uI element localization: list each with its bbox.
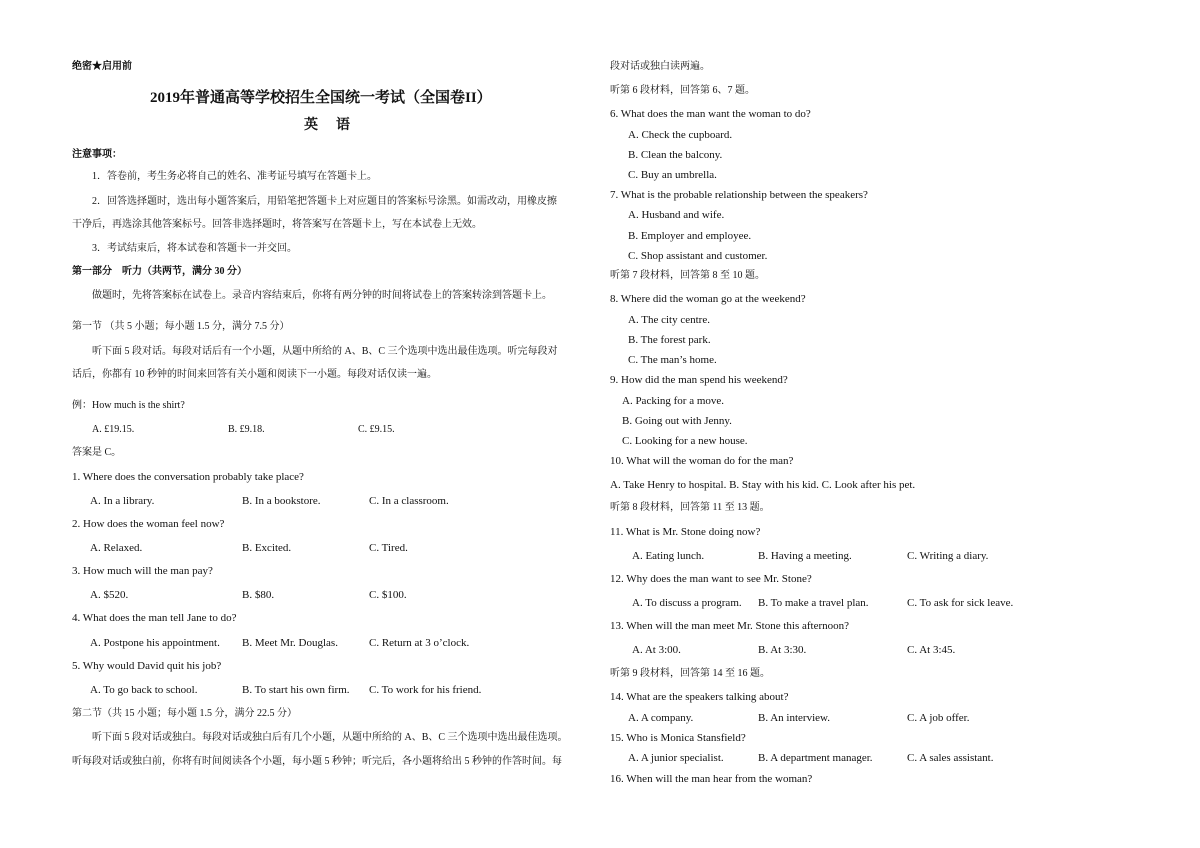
option-c: C. Buy an umbrella. <box>628 169 717 181</box>
option-a: A. At 3:00. <box>632 644 681 656</box>
subject-title: 英语 <box>304 118 368 133</box>
question-14: 14. What are the speakers talking about? <box>610 691 789 703</box>
option-a: A. $520. <box>90 589 129 601</box>
section1-heading: 第一节 （共 5 小题；每小题 1.5 分，满分 7.5 分） <box>72 321 290 332</box>
option-c: C. A job offer. <box>907 712 970 724</box>
material-label: 听第 7 段材料，回答第 8 至 10 题。 <box>610 270 765 281</box>
secret-label: 绝密★启用前 <box>72 61 132 72</box>
option-a: A. Check the cupboard. <box>628 129 733 141</box>
option-c: C. Shop assistant and customer. <box>628 250 768 262</box>
question-10-options: A. Take Henry to hospital. B. Stay with his kid. C. Look after his pet. <box>610 479 916 491</box>
option-a: A. The city centre. <box>628 314 710 326</box>
option-b: B. A department manager. <box>758 752 873 764</box>
part1-instruction: 做题时，先将答案标在试卷上。录音内容结束后，你将有两分钟的时间将试卷上的答案转涂到答题卡上。 <box>92 290 552 301</box>
option-b: B. Going out with Jenny. <box>622 415 732 427</box>
question-11: 11. What is Mr. Stone doing now? <box>610 526 761 538</box>
option-c: C. Looking for a new house. <box>622 435 748 447</box>
option-a: A. Eating lunch. <box>632 550 705 562</box>
question-8: 8. Where did the woman go at the weekend? <box>610 293 806 305</box>
question-6: 6. What does the man want the woman to do? <box>610 108 811 120</box>
notice-heading: 注意事项： <box>72 149 122 160</box>
part1-heading: 第一部分 听力（共两节，满分 30 分） <box>72 266 247 277</box>
example-option-a: A. £19.15. <box>92 424 135 435</box>
option-a: A. In a library. <box>90 495 155 507</box>
option-b: B. Employer and employee. <box>628 230 752 242</box>
section2-heading: 第二节（共 15 小题；每小题 1.5 分，满分 22.5 分） <box>72 708 297 719</box>
option-b: B. To make a travel plan. <box>758 597 869 609</box>
option-a: A. A company. <box>628 712 694 724</box>
section1-instruction: 听下面 5 段对话。每段对话后有一个小题，从题中所给的 A、B、C 三个选项中选出最佳选项。听完每段对 <box>92 346 558 357</box>
material-label: 听第 6 段材料，回答第 6、7 题。 <box>610 85 755 96</box>
option-a: A. Postpone his appointment. <box>90 637 220 649</box>
material-label: 听第 9 段材料，回答第 14 至 16 题。 <box>610 668 770 679</box>
material-label: 听第 8 段材料，回答第 11 至 13 题。 <box>610 502 770 513</box>
notice-item: 1．答卷前，考生务必将自己的姓名、准考证号填写在答题卡上。 <box>92 171 377 182</box>
option-c: C. In a classroom. <box>369 495 449 507</box>
question-10: 10. What will the woman do for the man? <box>610 455 794 467</box>
question-2: 2. How does the woman feel now? <box>72 518 225 530</box>
option-b: B. An interview. <box>758 712 830 724</box>
option-c: C. To ask for sick leave. <box>907 597 1014 609</box>
option-a: A. Packing for a move. <box>622 395 725 407</box>
option-b: B. Excited. <box>242 542 292 554</box>
example-option-c: C. £9.15. <box>358 424 395 435</box>
question-9: 9. How did the man spend his weekend? <box>610 374 788 386</box>
exam-title: 2019年普通高等学校招生全国统一考试（全国卷II） <box>150 90 492 106</box>
section2-instruction: 段对话或独白读两遍。 <box>610 61 710 72</box>
option-c: C. Writing a diary. <box>907 550 989 562</box>
option-c: C. A sales assistant. <box>907 752 994 764</box>
example-answer: 答案是 C。 <box>72 447 122 458</box>
section2-instruction: 听每段对话或独白前，你将有时间阅读各个小题，每小题 5 秒钟；听完后，各小题将给出 5 秒钟的作答时间。每 <box>72 756 562 767</box>
option-b: B. To start his own firm. <box>242 684 350 696</box>
example-question: 例：How much is the shirt? <box>72 400 185 411</box>
option-c: C. The man’s home. <box>628 354 717 366</box>
notice-item: 3．考试结束后，将本试卷和答题卡一并交回。 <box>92 243 297 254</box>
example-option-b: B. £9.18. <box>228 424 265 435</box>
option-b: B. The forest park. <box>628 334 711 346</box>
question-16: 16. When will the man hear from the woman? <box>610 773 813 785</box>
option-a: A. To go back to school. <box>90 684 198 696</box>
section2-instruction: 听下面 5 段对话或独白。每段对话或独白后有几个小题，从题中所给的 A、B、C 三个选项中选出最佳选项。 <box>92 732 568 743</box>
section1-instruction: 话后，你都有 10 秒钟的时间来回答有关小题和阅读下一小题。每段对话仅读一遍。 <box>72 369 437 380</box>
option-b: B. Clean the balcony. <box>628 149 723 161</box>
question-12: 12. Why does the man want to see Mr. Stone? <box>610 573 812 585</box>
option-c: C. $100. <box>369 589 407 601</box>
question-5: 5. Why would David quit his job? <box>72 660 222 672</box>
question-15: 15. Who is Monica Stansfield? <box>610 732 746 744</box>
option-a: A. To discuss a program. <box>632 597 742 609</box>
question-3: 3. How much will the man pay? <box>72 565 213 577</box>
option-c: C. To work for his friend. <box>369 684 482 696</box>
option-b: B. Meet Mr. Douglas. <box>242 637 338 649</box>
option-c: C. Return at 3 o’clock. <box>369 637 470 649</box>
option-b: B. $80. <box>242 589 275 601</box>
option-c: C. At 3:45. <box>907 644 956 656</box>
option-a: A. A junior specialist. <box>628 752 724 764</box>
option-b: B. In a bookstore. <box>242 495 321 507</box>
question-7: 7. What is the probable relationship between the speakers? <box>610 189 868 201</box>
option-c: C. Tired. <box>369 542 408 554</box>
option-b: B. Having a meeting. <box>758 550 852 562</box>
option-a: A. Husband and wife. <box>628 209 725 221</box>
question-13: 13. When will the man meet Mr. Stone this afternoon? <box>610 620 849 632</box>
notice-item: 干净后，再选涂其他答案标号。回答非选择题时，将答案写在答题卡上，写在本试卷上无效。 <box>72 219 482 230</box>
option-b: B. At 3:30. <box>758 644 807 656</box>
notice-item: 2．回答选择题时，选出每小题答案后，用铅笔把答题卡上对应题目的答案标号涂黑。如需改动，用橡皮擦 <box>92 196 557 207</box>
question-4: 4. What does the man tell Jane to do? <box>72 612 237 624</box>
option-a: A. Relaxed. <box>90 542 143 554</box>
question-1: 1. Where does the conversation probably take place? <box>72 471 304 483</box>
